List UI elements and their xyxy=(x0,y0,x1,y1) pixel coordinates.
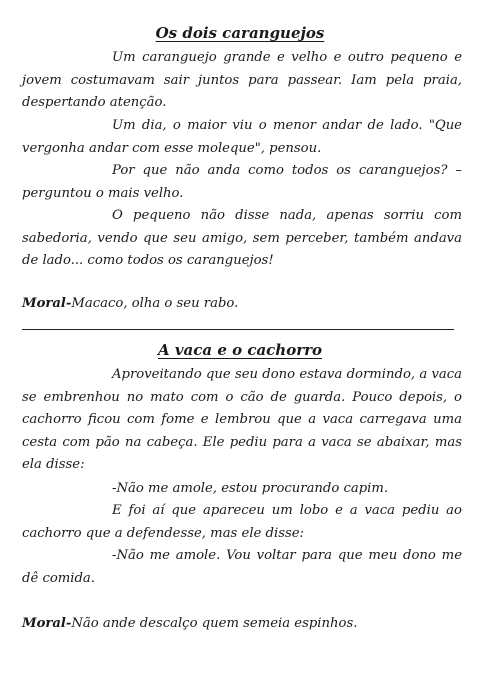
story1-paragraph-1: Um caranguejo grande e velho e outro pequeno e jovem costumavam sair juntos para passear. Iam pela praia, despertando atenção. xyxy=(22,50,462,110)
story2-moral-label: Moral- xyxy=(22,616,72,631)
story2-paragraph-2: -Não me amole, estou procurando capim. xyxy=(112,481,389,496)
story1-paragraph-2: Um dia, o maior viu o menor andar de lado. "Que vergonha andar com esse moleque", pensou. xyxy=(22,118,462,156)
story2-paragraph-1: Aproveitando que seu dono estava dormindo, a vaca se embrenhou no mato com o cão de guarda. Pouco depois, o cachorro ficou com fome e lembrou que a vaca carregava uma cesta com pão na cabeça. Ele pediu para a vaca se abaixar, mas ela disse: xyxy=(22,367,462,472)
story1-paragraph-3: Por que não anda como todos os caranguejos? – perguntou o mais velho. xyxy=(22,163,462,201)
story1-paragraph-4: O pequeno não disse nada, apenas sorriu com sabedoria, vendo que seu amigo, sem perceber, também andava de lado... como todos os caranguejos! xyxy=(22,208,462,268)
story2-paragraph-3: E foi aí que apareceu um lobo e a vaca pediu ao cachorro que a defendesse, mas ele disse: xyxy=(22,503,462,541)
story2-paragraph-4: -Não me amole. Vou voltar para que meu dono me dê comida. xyxy=(22,548,462,586)
story1-moral-label: Moral- xyxy=(22,296,72,311)
story1-title: Os dois caranguejos xyxy=(155,24,325,42)
story1-moral-text: Macaco, olha o seu rabo. xyxy=(71,296,239,311)
story2-title: A vaca e o cachorro xyxy=(157,341,323,359)
story2-moral xyxy=(22,613,462,635)
story2-moral-text: Não ande descalço quem semeia espinhos. xyxy=(71,616,358,631)
story1-moral xyxy=(22,293,462,315)
section-divider xyxy=(22,329,454,330)
